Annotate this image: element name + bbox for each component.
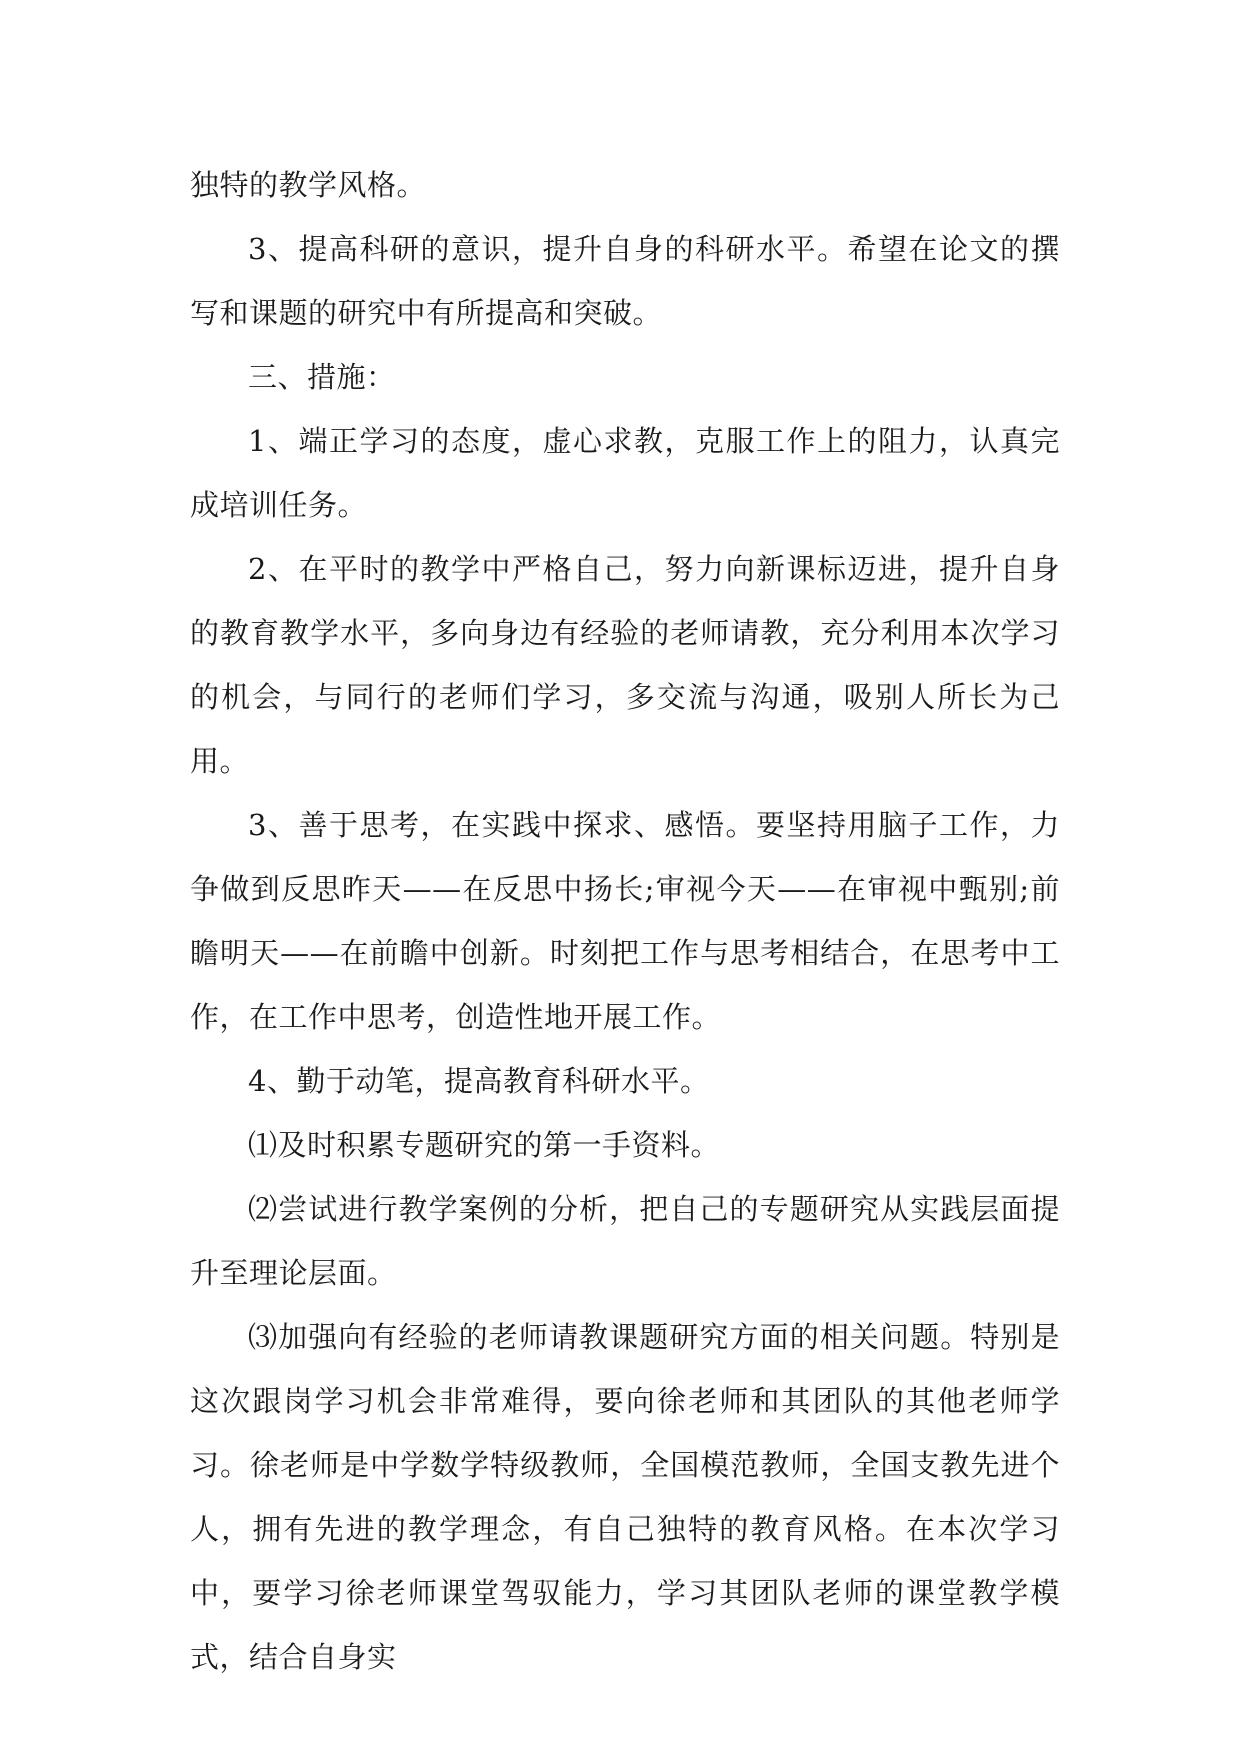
paragraph-5: 2、在平时的教学中严格自己，努力向新课标迈进，提升自身的教育教学水平，多向身边有经验的老师请教，充分利用本次学习的机会，与同行的老师们学习，多交流与沟通，吸别人所长为己用。 bbox=[190, 552, 1060, 778]
paragraph-8: ⑴及时积累专题研究的第一手资料。 bbox=[248, 1128, 721, 1162]
paragraph-4: 1、端正学习的态度，虚心求教，克服工作上的阻力，认真完成培训任务。 bbox=[190, 424, 1060, 522]
document-body bbox=[190, 153, 1060, 1689]
paragraph-1: 独特的教学风格。 bbox=[190, 168, 427, 202]
paragraph-10: ⑶加强向有经验的老师请教课题研究方面的相关问题。特别是这次跟岗学习机会非常难得，要向徐老师和其团队的其他老师学习。徐老师是中学数学特级教师，全国模范教师，全国支教先进个人，拥有先进的教学理念，有自己独特的教育风格。在本次学习中，要学习徐老师课堂驾驭能力，学习其团队老师的课堂教学模式，结合自身实 bbox=[190, 1320, 1060, 1674]
paragraph-7: 4、勤于动笔，提高教育科研水平。 bbox=[248, 1064, 710, 1098]
paragraph-2: 3、提高科研的意识，提升自身的科研水平。希望在论文的撰写和课题的研究中有所提高和突破。 bbox=[190, 232, 1060, 330]
paragraph-9: ⑵尝试进行教学案例的分析，把自己的专题研究从实践层面提升至理论层面。 bbox=[190, 1192, 1060, 1290]
section-heading-measures: 三、措施： bbox=[248, 360, 396, 394]
paragraph-6: 3、善于思考，在实践中探求、感悟。要坚持用脑子工作，力争做到反思昨天——在反思中扬长;审视今天——在审视中甄别;前瞻明天——在前瞻中创新。时刻把工作与思考相结合，在思考中工作，在工作中思考，创造性地开展工作。 bbox=[190, 808, 1060, 1034]
